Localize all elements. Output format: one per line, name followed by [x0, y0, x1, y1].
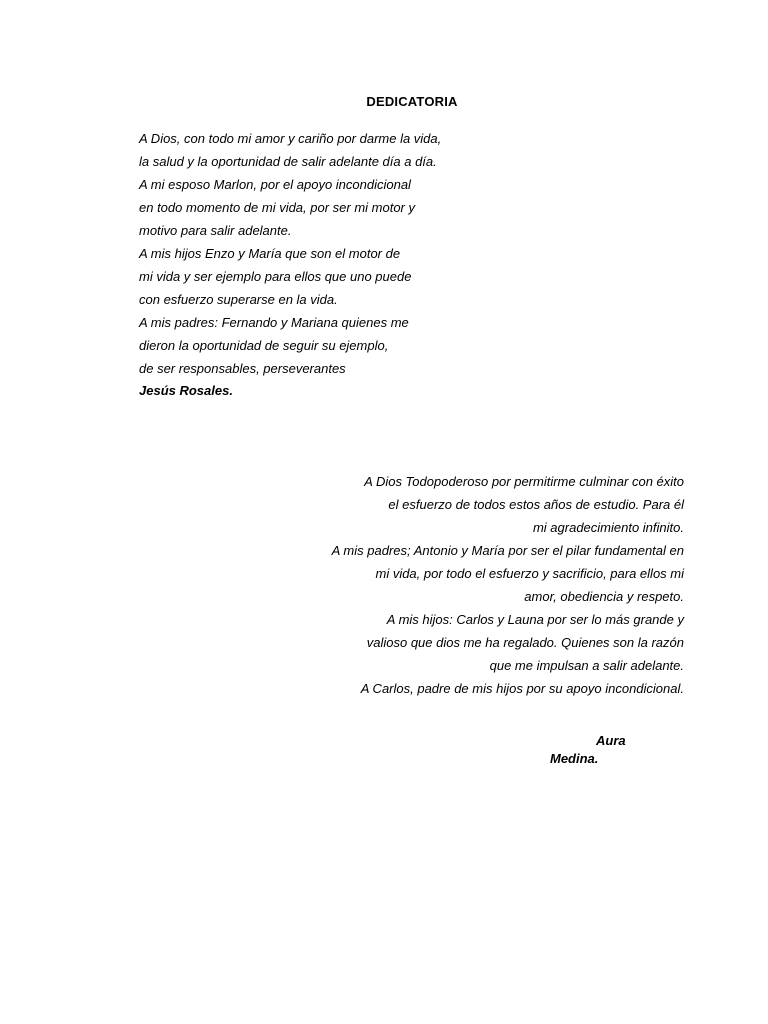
text-line: que me impulsan a salir adelante.	[489, 658, 684, 673]
second-dedication-text	[204, 470, 684, 700]
second-dedication-signature-first-name: Aura	[596, 733, 626, 748]
text-line: mi agradecimiento infinito.	[532, 520, 684, 535]
text-line: A Dios Todopoderoso por permitirme culminar con éxito	[364, 474, 684, 489]
text-line: A Carlos, padre de mis hijos por su apoyo incondicional.	[360, 681, 684, 696]
text-line: motivo para salir adelante.	[139, 223, 292, 238]
text-line: con esfuerzo superarse en la vida.	[139, 292, 338, 307]
first-dedication-text	[139, 127, 539, 380]
text-line: en todo momento de mi vida, por ser mi motor y	[139, 200, 416, 215]
second-dedication-signature-last-name: Medina.	[550, 751, 599, 766]
page-title: DEDICATORIA	[366, 94, 458, 109]
text-line: A mis padres; Antonio y María por ser el pilar fundamental en	[331, 543, 684, 558]
text-line: valioso que dios me ha regalado. Quienes son la razón	[366, 635, 684, 650]
text-line: amor, obediencia y respeto.	[524, 589, 684, 604]
text-line: la salud y la oportunidad de salir adelante día a día.	[139, 154, 437, 169]
text-line: de ser responsables, perseverantes	[139, 361, 346, 376]
text-line: A mi esposo Marlon, por el apoyo incondicional	[139, 177, 411, 192]
first-dedication-signature: Jesús Rosales.	[139, 383, 233, 398]
text-line: A mis hijos Enzo y María que son el motor de	[139, 246, 401, 261]
text-line: mi vida y ser ejemplo para ellos que uno puede	[139, 269, 412, 284]
text-line: A mis hijos: Carlos y Launa por ser lo más grande y	[386, 612, 684, 627]
text-line: A Dios, con todo mi amor y cariño por darme la vida,	[139, 131, 442, 146]
text-line: A mis padres: Fernando y Mariana quienes me	[139, 315, 409, 330]
text-line: el esfuerzo de todos estos años de estudio. Para él	[388, 497, 684, 512]
text-line: dieron la oportunidad de seguir su ejemplo,	[139, 338, 389, 353]
text-line: mi vida, por todo el esfuerzo y sacrificio, para ellos mi	[375, 566, 684, 581]
